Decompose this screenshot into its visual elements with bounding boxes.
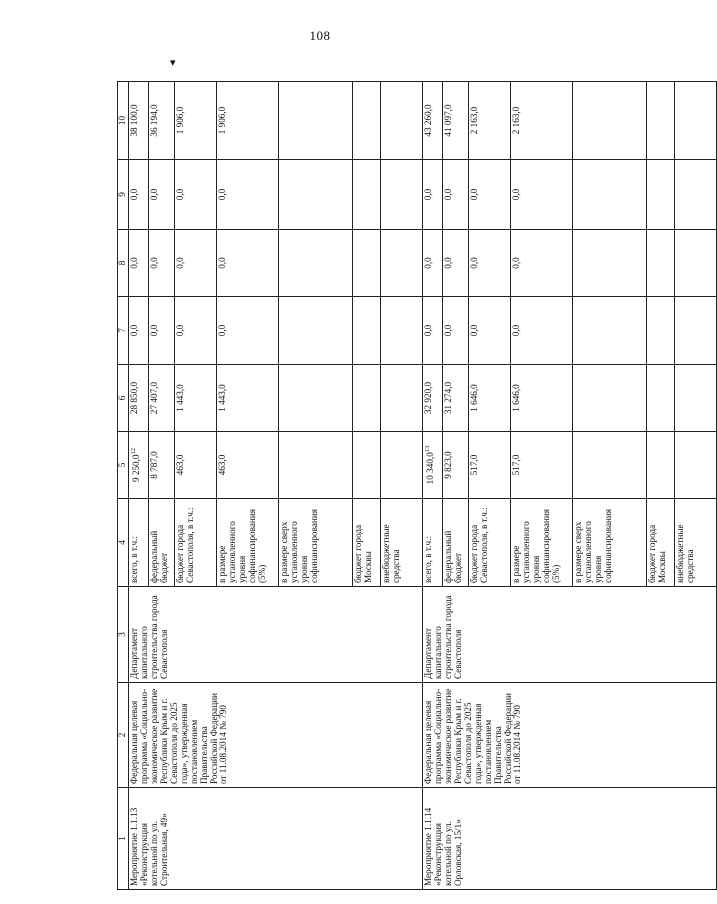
footnote-ref: 12 — [130, 447, 137, 455]
funding-source-cell: в размере сверх установленного уровня софинансирования — [279, 499, 353, 587]
funding-source-cell: всего, в т.ч.: — [423, 499, 443, 587]
value-cell-c10 — [573, 82, 647, 160]
value-cell-c7: 0,0 — [175, 297, 217, 365]
value-cell-c6 — [647, 365, 675, 432]
value-cell-c8: 0,0 — [217, 230, 279, 297]
event-cell: Мероприятие 1.1.13 «Реконструкция котельной по ул. Строительная, 49» — [129, 788, 423, 890]
rotated-table-container — [117, 82, 695, 890]
value-cell-c7: 0,0 — [443, 297, 469, 365]
value-cell-c9: 0,0 — [423, 160, 443, 230]
value-cell-c9: 0,0 — [511, 160, 573, 230]
executor-cell: Департамент капитального строительства города Севастополя — [129, 587, 423, 683]
table-body — [129, 82, 717, 890]
value-text: 517,0 — [469, 454, 479, 476]
col-header-6: 6 — [118, 365, 129, 432]
value-cell-c7: 0,0 — [217, 297, 279, 365]
page-mark: ▾ — [170, 57, 176, 69]
value-cell-c8: 0,0 — [423, 230, 443, 297]
table-row — [129, 82, 149, 890]
table-row — [423, 82, 443, 890]
value-text: 10 340,0 — [425, 452, 436, 485]
value-cell-col5 — [175, 432, 217, 499]
funding-source-cell: бюджет города Севастополя, в т.ч.: — [175, 499, 217, 587]
value-cell-c9: 0,0 — [217, 160, 279, 230]
col-header-5: 5 — [118, 432, 129, 499]
value-text: 8 787,0 — [149, 451, 159, 479]
funding-source-cell: в размере установленного уровня софинансирования (5%) — [511, 499, 573, 587]
value-cell-col5 — [647, 432, 675, 499]
value-cell-c9: 0,0 — [443, 160, 469, 230]
value-cell-c8 — [675, 230, 717, 297]
funding-source-cell: внебюджетные средства — [675, 499, 717, 587]
value-cell-c9 — [381, 160, 423, 230]
funding-source-cell: федеральный бюджет — [443, 499, 469, 587]
value-cell-c10: 1 906,0 — [175, 82, 217, 160]
value-cell-c10: 2 163,0 — [469, 82, 511, 160]
value-cell-c6: 27 407,0 — [149, 365, 175, 432]
value-cell-col5 — [443, 432, 469, 499]
program-cell: Федеральная целевая программа «Социально-экономическое развитие Республики Крым и г. Севастополя до 2025 года», утвержденная постановлением Правительства Российской Федерации от 11.08.2014 № 790 — [423, 683, 717, 788]
value-cell-c9: 0,0 — [129, 160, 149, 230]
value-cell-c10 — [675, 82, 717, 160]
value-cell-c10 — [381, 82, 423, 160]
value-cell-c9 — [647, 160, 675, 230]
col-header-4: 4 — [118, 499, 129, 587]
col-header-10: 10 — [118, 82, 129, 160]
value-cell-c10: 36 194,0 — [149, 82, 175, 160]
value-cell-c9: 0,0 — [469, 160, 511, 230]
value-cell-c6 — [353, 365, 381, 432]
value-cell-c6: 31 274,0 — [443, 365, 469, 432]
event-cell: Мероприятие 1.1.14 «Реконструкция котельной по ул. Орловская, 15/1» — [423, 788, 717, 890]
value-cell-c8: 0,0 — [129, 230, 149, 297]
value-text: 517,0 — [511, 454, 521, 476]
value-cell-c6: 1 646,0 — [469, 365, 511, 432]
value-cell-c6 — [381, 365, 423, 432]
value-cell-col5 — [573, 432, 647, 499]
value-cell-c7: 0,0 — [149, 297, 175, 365]
value-cell-c6 — [675, 365, 717, 432]
value-cell-col5 — [353, 432, 381, 499]
value-cell-c6: 1 443,0 — [175, 365, 217, 432]
value-cell-c7 — [279, 297, 353, 365]
value-cell-c10 — [647, 82, 675, 160]
executor-cell: Департамент капитального строительства города Севастополя — [423, 587, 717, 683]
value-text: 9 250,0 — [131, 454, 142, 483]
value-cell-c8 — [573, 230, 647, 297]
value-cell-c9: 0,0 — [175, 160, 217, 230]
funding-source-cell: внебюджетные средства — [381, 499, 423, 587]
value-cell-c10: 43 260,0 — [423, 82, 443, 160]
value-cell-c8 — [353, 230, 381, 297]
funding-source-cell: в размере сверх установленного уровня софинансирования — [573, 499, 647, 587]
value-cell-c10: 2 163,0 — [511, 82, 573, 160]
value-cell-col5 — [381, 432, 423, 499]
value-cell-c7 — [573, 297, 647, 365]
value-cell-c6: 1 443,0 — [217, 365, 279, 432]
value-cell-c7 — [647, 297, 675, 365]
value-cell-col5 — [129, 432, 149, 499]
value-cell-c9: 0,0 — [149, 160, 175, 230]
program-cell: Федеральная целевая программа «Социально-экономическое развитие Республики Крым и г. Севастополя до 2025 года», утвержденная постановлением Правительства Российской Федерации от 11.08.2014 № 790 — [129, 683, 423, 788]
col-header-8: 8 — [118, 230, 129, 297]
footnote-ref: 13 — [424, 445, 431, 453]
value-cell-c6: 32 920,0 — [423, 365, 443, 432]
funding-source-cell: бюджет города Севастополя, в т.ч.: — [469, 499, 511, 587]
value-cell-c7: 0,0 — [511, 297, 573, 365]
value-cell-c7: 0,0 — [129, 297, 149, 365]
funding-source-cell: всего, в т.ч.: — [129, 499, 149, 587]
value-cell-col5 — [511, 432, 573, 499]
value-cell-c10 — [279, 82, 353, 160]
value-cell-col5 — [217, 432, 279, 499]
value-cell-c8 — [647, 230, 675, 297]
value-cell-col5 — [279, 432, 353, 499]
value-text: 463,0 — [175, 454, 185, 476]
value-cell-c7 — [381, 297, 423, 365]
col-header-7: 7 — [118, 297, 129, 365]
value-cell-c8: 0,0 — [175, 230, 217, 297]
value-cell-c7 — [675, 297, 717, 365]
value-text: 463,0 — [217, 454, 227, 476]
value-cell-c10: 1 906,0 — [217, 82, 279, 160]
value-cell-col5 — [149, 432, 175, 499]
value-cell-c8: 0,0 — [443, 230, 469, 297]
funding-source-cell: в размере установленного уровня софинансирования (5%) — [217, 499, 279, 587]
value-cell-c8 — [279, 230, 353, 297]
value-cell-c6: 28 850,0 — [129, 365, 149, 432]
value-cell-c10: 41 097,0 — [443, 82, 469, 160]
value-cell-c7 — [353, 297, 381, 365]
col-header-1: 1 — [118, 788, 129, 890]
funding-source-cell: бюджет города Москвы — [353, 499, 381, 587]
page-number: 108 — [309, 28, 331, 43]
value-cell-c9 — [675, 160, 717, 230]
value-cell-c7: 0,0 — [423, 297, 443, 365]
table-header — [118, 82, 129, 890]
value-cell-c6 — [573, 365, 647, 432]
col-header-3: 3 — [118, 587, 129, 683]
value-cell-c8: 0,0 — [469, 230, 511, 297]
funding-source-cell: федеральный бюджет — [149, 499, 175, 587]
value-cell-col5 — [675, 432, 717, 499]
value-cell-c8: 0,0 — [511, 230, 573, 297]
value-cell-c9 — [279, 160, 353, 230]
value-cell-c8 — [381, 230, 423, 297]
value-cell-c6 — [279, 365, 353, 432]
col-header-9: 9 — [118, 160, 129, 230]
value-cell-c8: 0,0 — [149, 230, 175, 297]
value-cell-col5 — [469, 432, 511, 499]
value-text: 9 823,0 — [443, 451, 453, 479]
column-number-row — [118, 82, 129, 890]
value-cell-c9 — [573, 160, 647, 230]
funding-source-cell: бюджет города Москвы — [647, 499, 675, 587]
col-header-2: 2 — [118, 683, 129, 788]
budget-table — [117, 81, 717, 890]
value-cell-c6: 1 646,0 — [511, 365, 573, 432]
value-cell-c9 — [353, 160, 381, 230]
value-cell-c10 — [353, 82, 381, 160]
value-cell-c7: 0,0 — [469, 297, 511, 365]
value-cell-col5 — [423, 432, 443, 499]
value-cell-c10: 38 100,0 — [129, 82, 149, 160]
